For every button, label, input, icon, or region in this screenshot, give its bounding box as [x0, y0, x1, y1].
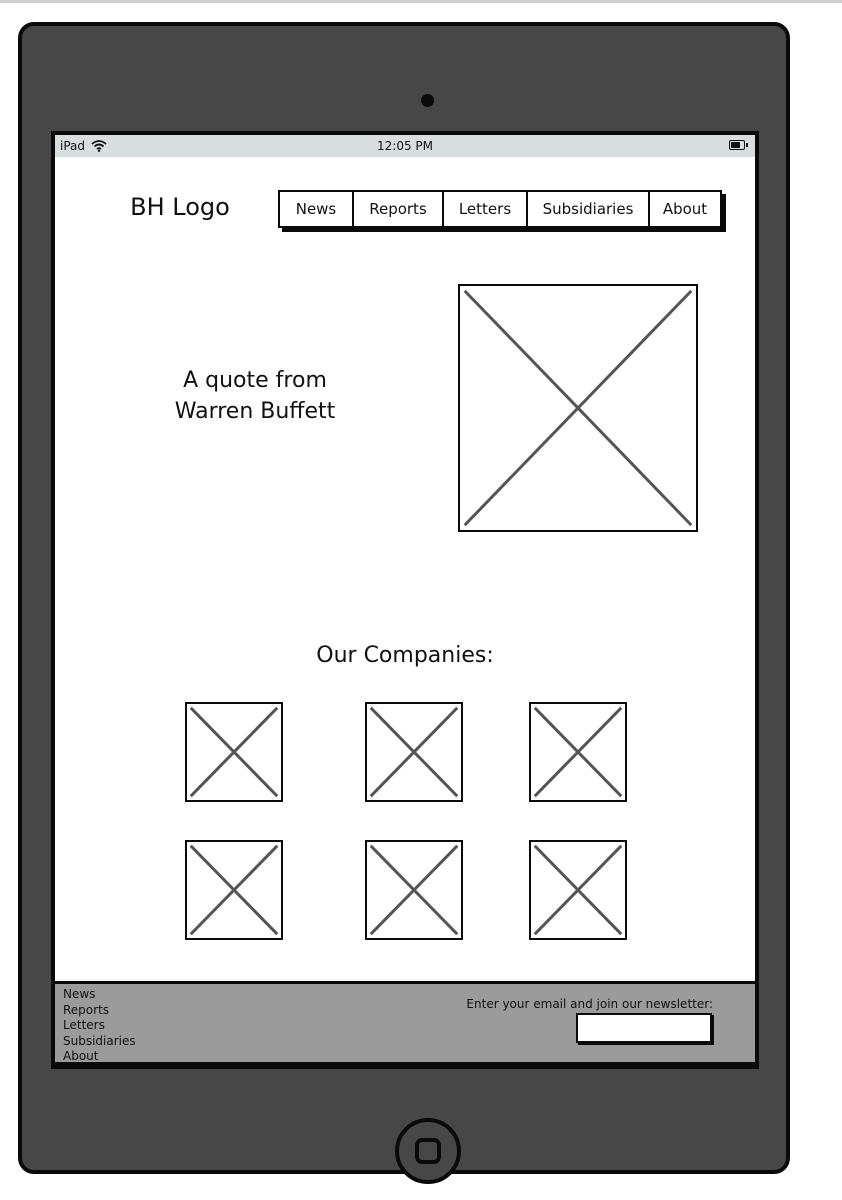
- nav-reports[interactable]: Reports: [354, 192, 444, 226]
- newsletter-label: Enter your email and join our newsletter:: [466, 997, 713, 1011]
- company-tile[interactable]: [185, 840, 283, 940]
- battery-icon: [729, 140, 745, 150]
- device-label: iPad: [60, 139, 86, 153]
- ipad-screen: [51, 131, 759, 1069]
- company-tile[interactable]: [365, 702, 463, 802]
- hero-image: [458, 284, 698, 532]
- company-tile[interactable]: [529, 840, 627, 940]
- footer-link-about[interactable]: About: [63, 1049, 99, 1063]
- quote-line-2: Warren Buffett: [174, 399, 336, 424]
- camera-icon: [421, 94, 434, 107]
- company-tile[interactable]: [365, 840, 463, 940]
- company-tile[interactable]: [529, 702, 627, 802]
- image-placeholder-icon: [531, 842, 625, 938]
- quote-line-1: A quote from: [183, 368, 327, 393]
- nav-letters[interactable]: Letters: [444, 192, 528, 226]
- nav-news[interactable]: News: [280, 192, 354, 226]
- hero-quote: [150, 365, 360, 427]
- footer-link-reports[interactable]: Reports: [63, 1002, 110, 1017]
- nav-subsidiaries[interactable]: Subsidiaries: [528, 192, 650, 226]
- image-placeholder-icon: [187, 704, 281, 800]
- footer-link-letters[interactable]: Letters: [63, 1018, 105, 1032]
- main-nav: [278, 190, 722, 228]
- newsletter-email-input[interactable]: [576, 1013, 712, 1043]
- logo[interactable]: BH Logo: [130, 193, 230, 221]
- top-divider: [0, 0, 842, 3]
- status-bar: [55, 135, 755, 157]
- company-tile[interactable]: [185, 702, 283, 802]
- image-placeholder-icon: [531, 704, 625, 800]
- companies-title: Our Companies:: [316, 643, 494, 668]
- footer-links: [63, 987, 136, 1065]
- home-square-icon: [415, 1138, 441, 1164]
- nav-about[interactable]: About: [662, 200, 708, 218]
- footer: [55, 981, 755, 1065]
- footer-link-subsidiaries[interactable]: Subsidiaries: [63, 1033, 136, 1048]
- image-placeholder-icon: [367, 704, 461, 800]
- image-placeholder-icon: [367, 842, 461, 938]
- home-button[interactable]: [395, 1118, 461, 1184]
- image-placeholder-icon: [187, 842, 281, 938]
- image-placeholder-icon: [460, 286, 696, 530]
- footer-link-news[interactable]: News: [63, 987, 96, 1001]
- status-time: 12:05 PM: [377, 139, 433, 153]
